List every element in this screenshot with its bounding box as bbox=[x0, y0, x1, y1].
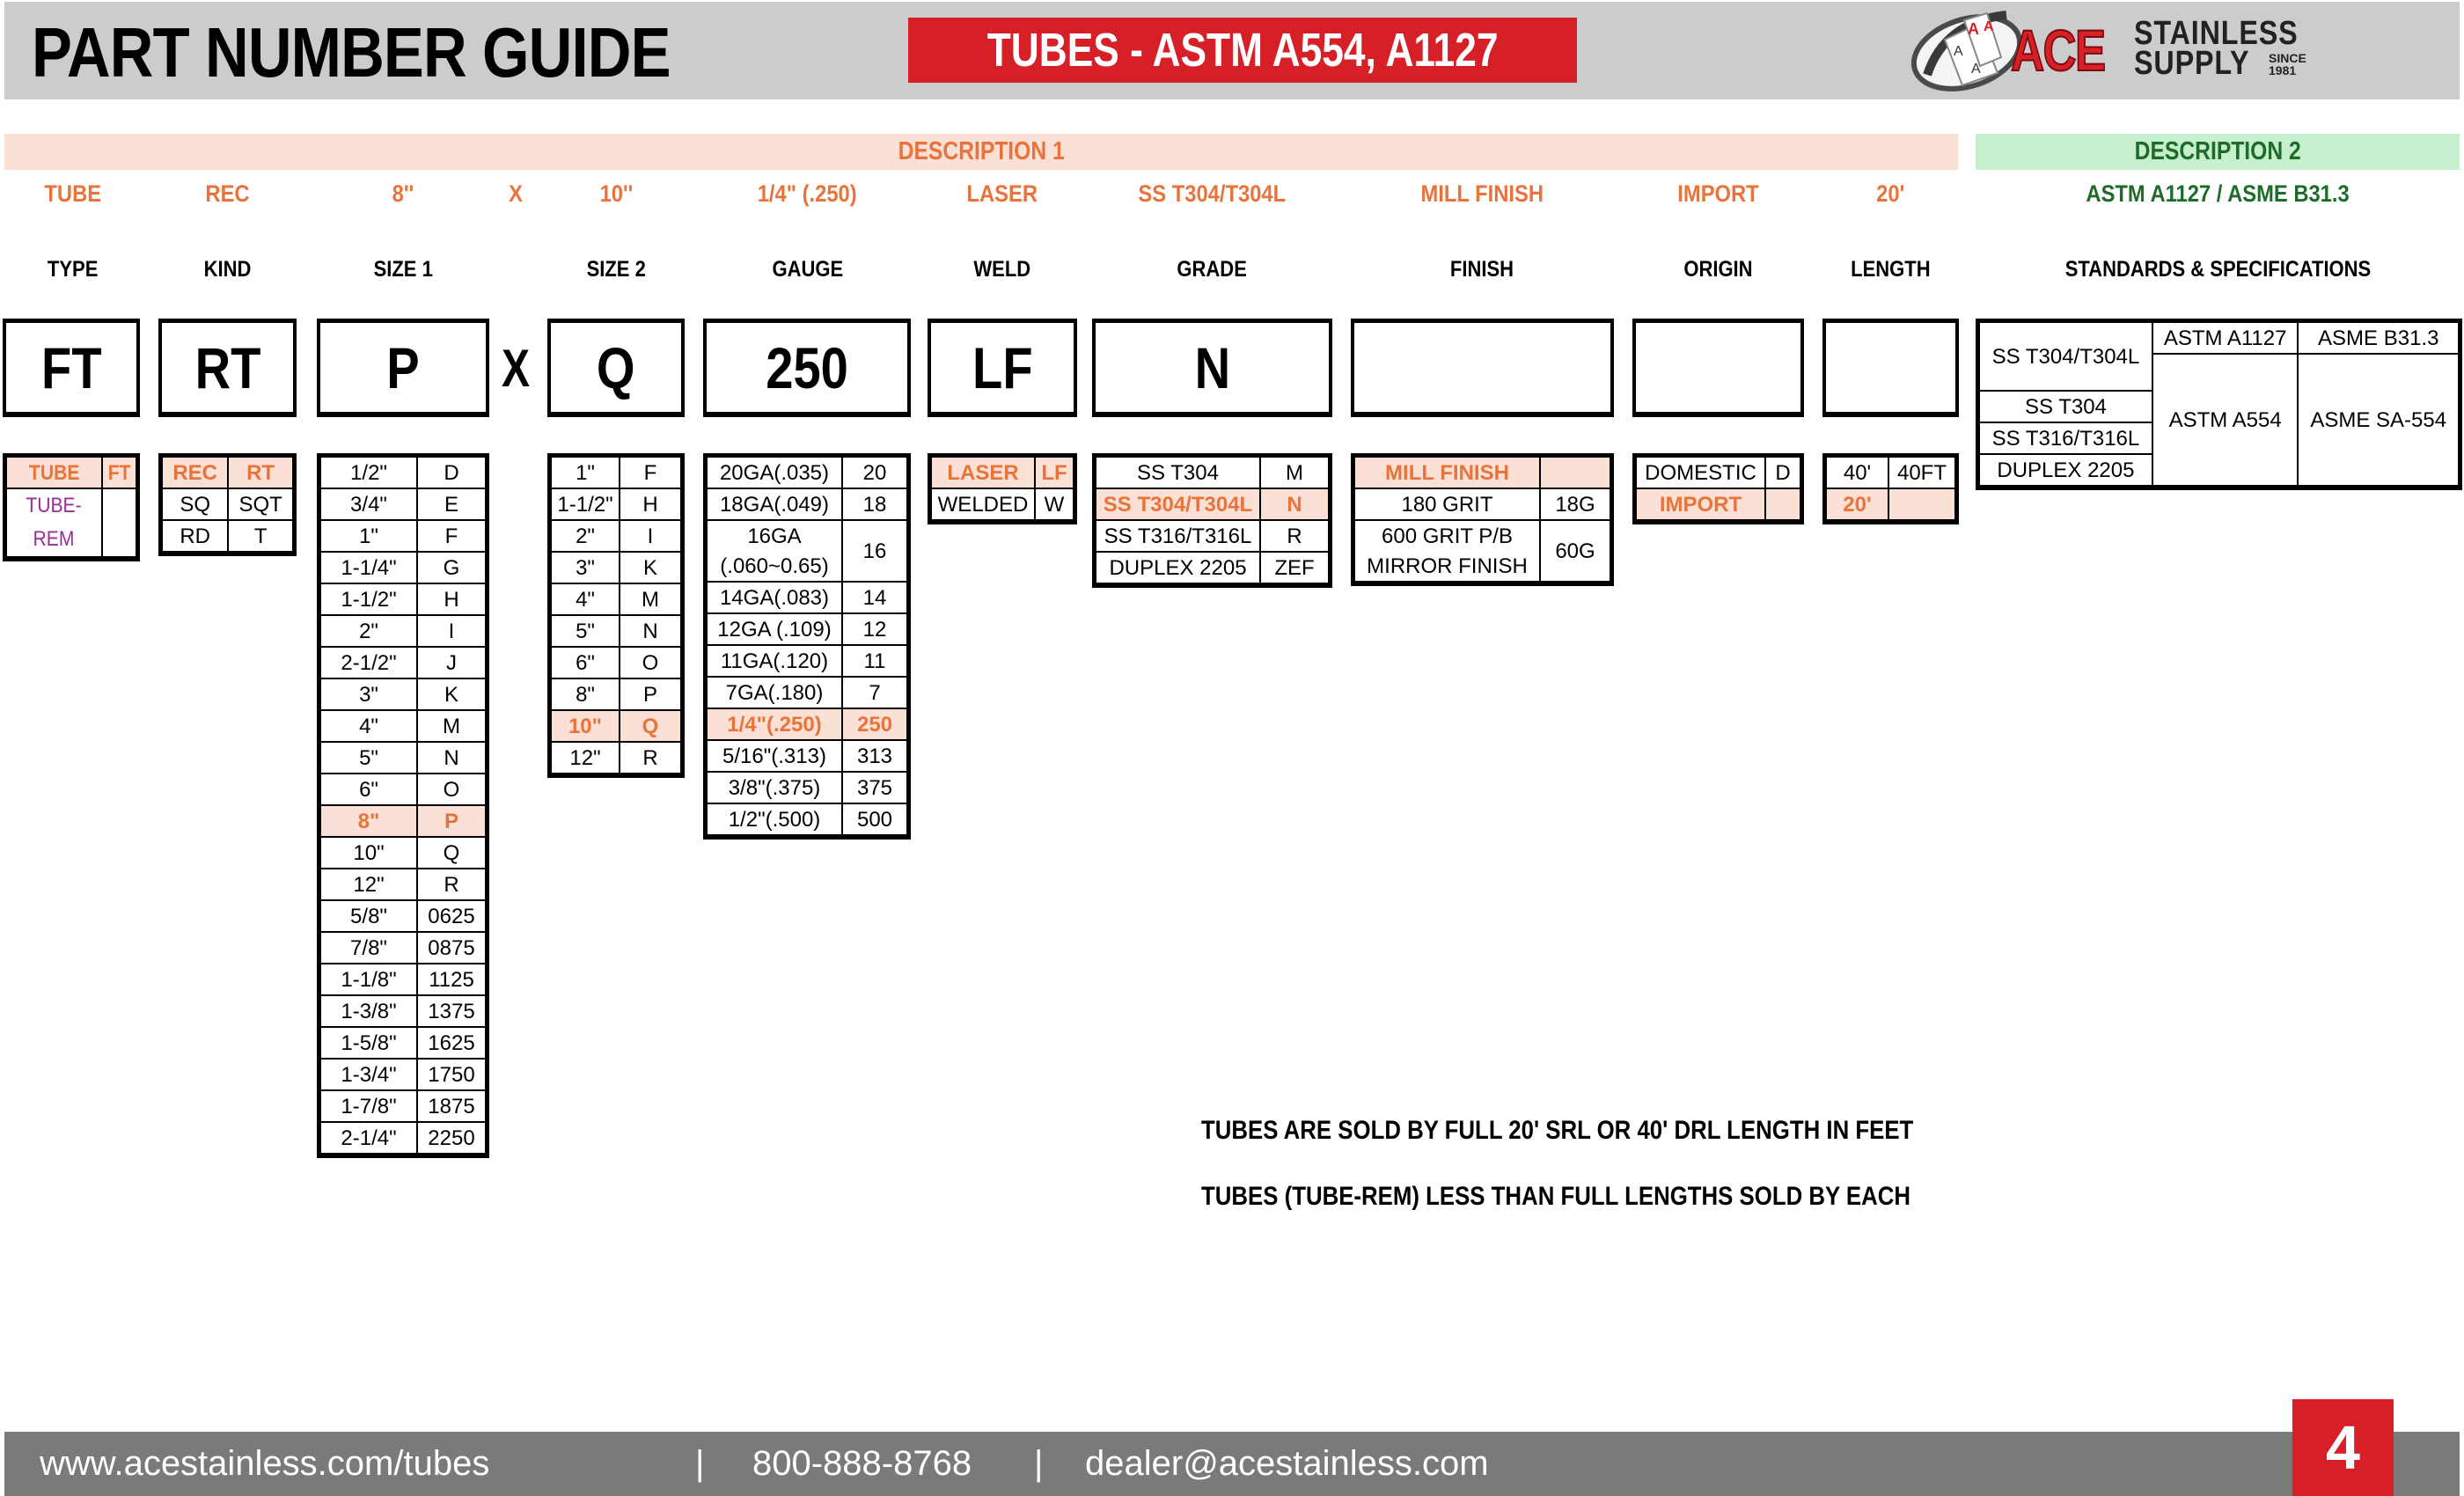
description-2-band: DESCRIPTION 2 bbox=[1976, 134, 2460, 170]
page-title: PART NUMBER GUIDE bbox=[32, 13, 671, 92]
finish-table bbox=[1351, 453, 1614, 586]
table-row: 2-1/4" 2250 bbox=[319, 1122, 488, 1155]
table-row: 40' 40FT bbox=[1825, 456, 1957, 489]
table-row: DOMESTIC D bbox=[1635, 456, 1802, 489]
code-box-grade: N bbox=[1092, 319, 1332, 417]
code-box-size1: P bbox=[317, 319, 489, 417]
footer-website-link[interactable]: www.acestainless.com/tubes bbox=[40, 1444, 490, 1483]
table-row: 2-1/2" J bbox=[319, 647, 488, 678]
table-row: 7GA(.180) 7 bbox=[706, 677, 909, 708]
table-row: 180 GRIT 18G bbox=[1353, 488, 1612, 520]
table-row: TUBE FT bbox=[5, 456, 138, 489]
example-gauge: 1/4" (.250) bbox=[758, 180, 857, 207]
table-row: 14GA(.083) 14 bbox=[706, 582, 909, 613]
table-row: ASTM A554 ASME SA-554 bbox=[1978, 354, 2460, 391]
footer-phone[interactable]: 800-888-8768 bbox=[752, 1444, 972, 1483]
table-row: 16GA 16 bbox=[706, 520, 909, 551]
table-row: 1-1/4" G bbox=[319, 552, 488, 583]
code-box-gauge: 250 bbox=[703, 319, 911, 417]
table-row: 1-5/8" 1625 bbox=[319, 1027, 488, 1059]
label-length: LENGTH bbox=[1851, 256, 1931, 282]
description-1-band: DESCRIPTION 1 bbox=[4, 134, 1958, 170]
origin-table bbox=[1632, 453, 1804, 524]
table-row: SS T304/T304L ASTM A1127 ASME B31.3 bbox=[1978, 321, 2460, 355]
table-row: 10" Q bbox=[319, 837, 488, 869]
table-row: SS T316/T316L R bbox=[1095, 520, 1331, 552]
table-row: 5" N bbox=[550, 615, 683, 647]
size1-table bbox=[317, 453, 489, 1158]
example-grade: SS T304/T304L bbox=[1138, 180, 1286, 207]
table-row: 4" M bbox=[550, 583, 683, 615]
table-row: 1-1/2" H bbox=[550, 488, 683, 520]
table-row: 11GA(.120) 11 bbox=[706, 645, 909, 677]
svg-text:A: A bbox=[1971, 62, 1981, 77]
table-row: 18GA(.049) 18 bbox=[706, 488, 909, 520]
example-weld: LASER bbox=[966, 180, 1038, 207]
table-row: 5/16"(.313) 313 bbox=[706, 740, 909, 772]
table-row: 3" K bbox=[550, 552, 683, 583]
code-box-finish bbox=[1351, 319, 1614, 417]
example-finish: MILL FINISH bbox=[1420, 180, 1544, 207]
table-row: 2" I bbox=[550, 520, 683, 552]
table-row: 6" O bbox=[319, 774, 488, 805]
footer-email-link[interactable]: dealer@acestainless.com bbox=[1085, 1444, 1489, 1483]
gauge-table bbox=[703, 453, 911, 840]
table-row: TUBE- REM bbox=[5, 488, 138, 559]
table-row: MILL FINISH bbox=[1353, 456, 1612, 489]
length-table bbox=[1822, 453, 1959, 524]
code-box-weld: LF bbox=[928, 319, 1077, 417]
label-size2: SIZE 2 bbox=[586, 256, 646, 282]
table-row: 1-1/8" 1125 bbox=[319, 964, 488, 995]
table-row: SS T304 M bbox=[1095, 456, 1331, 489]
table-row: MIRROR FINISH bbox=[1353, 551, 1612, 583]
table-row: WELDED W bbox=[930, 488, 1075, 522]
table-row: RD T bbox=[161, 520, 295, 554]
svg-text:A: A bbox=[1984, 19, 1994, 34]
table-row: 1/2" D bbox=[319, 456, 488, 489]
grade-table bbox=[1092, 453, 1332, 588]
page-number: 4 bbox=[2292, 1399, 2394, 1496]
standards-table bbox=[1976, 319, 2462, 490]
weld-table bbox=[928, 453, 1077, 524]
table-row: 1-7/8" 1875 bbox=[319, 1090, 488, 1122]
table-row: 20GA(.035) 20 bbox=[706, 456, 909, 489]
label-type: TYPE bbox=[47, 256, 99, 282]
table-row: 1/4"(.250) 250 bbox=[706, 708, 909, 740]
company-logo bbox=[1910, 4, 2314, 92]
product-category-banner bbox=[908, 18, 1577, 83]
table-row: 5/8" 0625 bbox=[319, 900, 488, 932]
table-row: 10" Q bbox=[550, 710, 683, 742]
example-type: TUBE bbox=[44, 180, 101, 207]
footer-bar bbox=[4, 1432, 2460, 1496]
table-row: 4" M bbox=[319, 710, 488, 742]
table-row: 12GA (.109) 12 bbox=[706, 613, 909, 645]
table-row: SQ SQT bbox=[161, 488, 295, 520]
label-kind: KIND bbox=[203, 256, 252, 282]
example-size2: 10'' bbox=[599, 180, 633, 207]
table-row: 3/4" E bbox=[319, 488, 488, 520]
table-row: REC RT bbox=[161, 456, 295, 489]
table-row: DUPLEX 2205 ZEF bbox=[1095, 552, 1331, 585]
note-full-length: TUBES ARE SOLD BY FULL 20' SRL OR 40' DRL LENGTH IN FEET bbox=[1201, 1116, 1914, 1145]
table-row: IMPORT bbox=[1635, 488, 1802, 522]
note-tube-rem: TUBES (TUBE-REM) LESS THAN FULL LENGTHS SOLD BY EACH bbox=[1201, 1182, 1911, 1211]
table-row: SS T304/T304L N bbox=[1095, 488, 1331, 520]
svg-text:A: A bbox=[1968, 20, 1979, 38]
playing-cards-icon bbox=[1910, 4, 2024, 92]
example-standards: ASTM A1127 / ASME B31.3 bbox=[2086, 180, 2350, 207]
footer-divider: | bbox=[695, 1444, 705, 1483]
example-kind: REC bbox=[205, 180, 250, 207]
table-row: 1/2"(.500) 500 bbox=[706, 803, 909, 837]
label-grade: GRADE bbox=[1177, 256, 1247, 282]
logo-since: SINCE 1981 bbox=[2269, 51, 2306, 77]
example-size1: 8'' bbox=[392, 180, 414, 207]
product-category-text: TUBES - ASTM A554, A1127 bbox=[986, 24, 1499, 77]
table-row: 1-3/4" 1750 bbox=[319, 1059, 488, 1090]
size2-table bbox=[547, 453, 685, 778]
code-separator: X bbox=[501, 338, 531, 398]
table-row: (.060~0.65) bbox=[706, 551, 909, 582]
kind-table bbox=[158, 453, 297, 556]
example-x: X bbox=[509, 180, 523, 207]
table-row: 5" N bbox=[319, 742, 488, 774]
type-table bbox=[3, 453, 140, 561]
table-row: LASER LF bbox=[930, 456, 1075, 489]
code-box-length bbox=[1822, 319, 1959, 417]
table-row: 12" R bbox=[319, 869, 488, 900]
table-row: DUPLEX 2205 bbox=[1978, 454, 2460, 488]
label-size1: SIZE 1 bbox=[373, 256, 433, 282]
label-finish: FINISH bbox=[1449, 256, 1514, 282]
table-row: 8" P bbox=[550, 678, 683, 710]
code-box-origin bbox=[1632, 319, 1804, 417]
table-row: 12" R bbox=[550, 742, 683, 775]
example-origin: IMPORT bbox=[1677, 180, 1759, 207]
logo-name: STAINLESS SUPPLY bbox=[2134, 15, 2299, 82]
label-weld: WELD bbox=[973, 256, 1031, 282]
code-box-kind: RT bbox=[158, 319, 297, 417]
table-row: 2" I bbox=[319, 615, 488, 647]
table-row: 1" F bbox=[550, 456, 683, 489]
table-row: SS T304 bbox=[1978, 391, 2460, 422]
table-row: 3" K bbox=[319, 678, 488, 710]
example-length: 20' bbox=[1876, 180, 1905, 207]
table-row: 1-1/2" H bbox=[319, 583, 488, 615]
table-row: 8" P bbox=[319, 805, 488, 837]
table-row: 600 GRIT P/B 60G bbox=[1353, 520, 1612, 551]
label-origin: ORIGIN bbox=[1683, 256, 1753, 282]
label-gauge: GAUGE bbox=[772, 256, 843, 282]
svg-text:A: A bbox=[1954, 44, 1963, 59]
table-row: 1-3/8" 1375 bbox=[319, 995, 488, 1027]
footer-divider: | bbox=[1034, 1444, 1044, 1483]
table-row: 3/8"(.375) 375 bbox=[706, 772, 909, 803]
table-row: SS T316/T316L bbox=[1978, 422, 2460, 454]
code-box-size2: Q bbox=[547, 319, 685, 417]
code-box-type: FT bbox=[3, 319, 140, 417]
logo-ace-text: ACE bbox=[2011, 18, 2105, 83]
table-row: 1" F bbox=[319, 520, 488, 552]
table-row: 20' bbox=[1825, 488, 1957, 522]
table-row: 6" O bbox=[550, 647, 683, 678]
label-standards: STANDARDS & SPECIFICATIONS bbox=[2064, 256, 2371, 282]
table-row: 7/8" 0875 bbox=[319, 932, 488, 964]
